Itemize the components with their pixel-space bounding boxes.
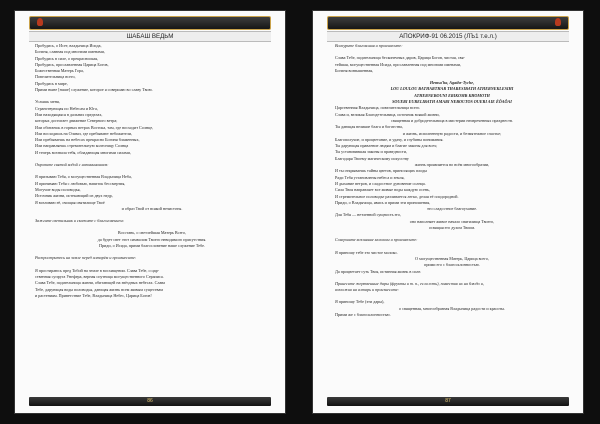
text-line: Приди, о Исида, прими благословение наше служение Тебе. — [98, 243, 206, 249]
text-line: И ты открываешь тайны цветов, приносящих плоды — [335, 168, 428, 174]
text-line: Да процветает суть Твоя, истинная жизнь в силе. — [335, 268, 422, 274]
text-line: Пробудись в силе, о прекрасноокая, — [35, 55, 99, 61]
text-line: Ради Тебя установлены небеса и земля, — [335, 174, 405, 180]
flame-emblem-icon — [554, 16, 562, 28]
text-line: Услышь меня, — [35, 99, 60, 105]
text-line: Я приношу тебе это чистое молоко. — [335, 249, 398, 255]
ritual-instruction: Воскурите благовония и произнесите: — [335, 43, 403, 48]
ritual-instruction: Совершите возлияние молоком и произнесите: — [335, 237, 418, 243]
text-line: И теперь воззвала тебя, обладающая многими силами, — [35, 149, 131, 155]
text-line: О могущественная Матерь, Царица всего, — [415, 255, 489, 261]
text-line: Слава и, великая Благодетельница, источник всякой жизни, — [335, 111, 440, 117]
section-title: АПОКРИФ-91 06.2015 (ЛЪ1 т.е.л.) — [327, 31, 569, 42]
page-body — [35, 43, 269, 383]
text-line: Могучие воды половодья, — [35, 186, 81, 192]
text-line: Слава Тебе, подательница жизни, обитающей на звёздных небесах. Слава — [35, 280, 166, 286]
page-header-banner — [29, 16, 271, 30]
text-line: освящая его духом Твоим. — [428, 225, 476, 231]
text-line: священная и добродетельница в мистерии неизреченных празднеств. — [391, 117, 513, 123]
text-line: Я приношу Тебе (эти дары), — [335, 299, 385, 305]
text-line: жизнь проявляется во всём многообразии, — [414, 162, 490, 168]
ritual-instruction: возложив на алтарь и произнесите: — [335, 287, 399, 293]
text-line: оно наполняет живое начало святилища Твоего, — [409, 218, 495, 224]
text-line: Благодаря Твоему магическому искусству — [335, 155, 409, 161]
text-line: Или восходишь на Олимп, где пребывают небожители, — [35, 130, 133, 136]
text-line: Или находящаяся в дальних пределах, — [35, 111, 103, 117]
text-line: Ты дарующая правление людям и благие законы для всех; — [335, 143, 438, 149]
ritual-instruction: Зажгите светильник и скажите с благоговением: — [35, 218, 125, 224]
text-line: Прими ныне [наше] служение, которое я совершаю во славу Твою. — [35, 87, 153, 93]
text-line: Восстань, о светлейшая Матерь Всего, — [117, 230, 187, 236]
page-body — [335, 43, 569, 383]
text-line: Тебе, дарующая воды половодья, дающая жизнь всем живым существам — [35, 286, 163, 292]
text-line: И дыхание ветров, и сладостное дуновение солнца. — [335, 180, 426, 186]
text-line: Пробудись, прославленная Царица Богов, — [35, 61, 109, 67]
text-line: Для Тебя — нетленной сущность его, — [335, 212, 402, 218]
text-line: Божественная Матерь Гора, — [35, 68, 84, 74]
section-title: ШАБАШ ВЕДЬМ — [29, 31, 271, 42]
text-line: Богиня возвышенная, — [335, 67, 374, 73]
text-line: Или направляешь стремительную колесницу Солнца — [35, 143, 129, 149]
text-line: Благополучие, и процветание, и удачу, и глубины понимания. — [335, 136, 444, 142]
text-line: да будет свет этот символом Твоего невидимого присутствия. — [97, 236, 207, 242]
ritual-instruction: Распростритесь на земле перед алтарём и произнесите: — [35, 255, 137, 261]
text-line: Странствующая по Небесам и Юга, — [35, 105, 98, 111]
ritual-instruction: Окропите святой водой с напоминанием: — [35, 162, 109, 168]
text-line: о священная, многообразная Владычица радости и красоты. — [399, 305, 505, 311]
text-line: Повелительница всего, — [35, 74, 76, 80]
text-line: которых достигает движение Северного ветра; — [35, 118, 118, 124]
ritual-instruction: Принесите жертвенные дары (фрукты и т. п., если есть), поместив их на блюдо и, — [335, 280, 484, 286]
text-line: И стремительное половодье разливается легко, делая её плодородной. — [335, 193, 459, 199]
text-line: и растениям. Приветствие Тебе, Владычица Небес, Царица Богов! — [35, 292, 152, 298]
text-line: Я простираюсь пред Тобой на земле в восхищении. Слава Тебе, о цар- — [35, 267, 160, 273]
text-line: Или пребываешь на небесах прекрасно Богиня блаженных, — [35, 137, 140, 143]
text-line: это сладостное благоухание. — [426, 206, 478, 212]
text-line: Пробудись в мире, — [35, 80, 68, 86]
text-line: Сила Твоя направляет все живые воды каждую осень, — [335, 187, 430, 193]
text-line: Или обитаешь в горных ветрах Востока, там, где восходит Солнце, — [35, 124, 154, 130]
left-page — [14, 10, 286, 414]
text-line: Пробудись, о Исет, владычица Исида, — [35, 43, 102, 48]
right-page — [312, 10, 584, 414]
text-line: Я возливаю её, очищая святилище Твоё — [35, 199, 105, 205]
page-number: 86 — [29, 397, 271, 406]
page-number: 87 — [327, 397, 569, 406]
text-line: и жизнь, исполненную радости, и безмятежное счастье; — [402, 130, 502, 136]
flame-emblem-icon — [36, 16, 44, 28]
text-line: прими его с благосклонностью. — [424, 262, 480, 268]
ritual-instruction: SOUERI EURELIBATH AMARI NEBOUTOS OUERI AIE ÉÔAÔAI — [392, 99, 512, 105]
text-line: Ты дающая великие блага и богатства, — [335, 124, 403, 130]
text-line: ственная супруга Унеферa, верная спутница могущественного Сераписа. — [35, 273, 164, 279]
text-line: Богиня, славная под многими именами, — [35, 49, 105, 55]
text-line: тейшая, могущественная Исида, прославленная под многими именами, — [335, 61, 461, 67]
text-line: Ты установившая законы и праведности, — [335, 149, 407, 155]
text-line: Слава Тебе, подательница бесконечных даров, Царица Богов, чистая, свя- — [335, 55, 465, 61]
ritual-instruction: LOU LOULOU BATHARTHAR THARESIBATH ATHERNEKLESIHI — [390, 86, 514, 92]
ritual-instruction: ATHERNEBOUNI ERIKOMB KHOMOTH — [414, 92, 490, 98]
text-line: Я призываю Тебя, о могущественная Владычица Неба, — [35, 174, 132, 180]
text-line: Приди, о Владычица, явись и прими эти приношения, — [335, 199, 431, 205]
page-header-banner — [327, 16, 569, 30]
text-line: Царственная Владычица, повелительница всего. — [335, 105, 421, 111]
text-line: И принимаю Тебя с любовью, напиток бессмертия, — [35, 180, 126, 186]
ritual-instruction: Hemsa'ha, Agathe-Tyche, — [429, 80, 475, 86]
text-line: Источник жизни, истекающий из двух недр, — [35, 193, 113, 199]
text-line: Прими же с благосклонностью. — [335, 311, 391, 317]
text-line: и образ Твой от всякой нечистоты. — [121, 205, 183, 211]
